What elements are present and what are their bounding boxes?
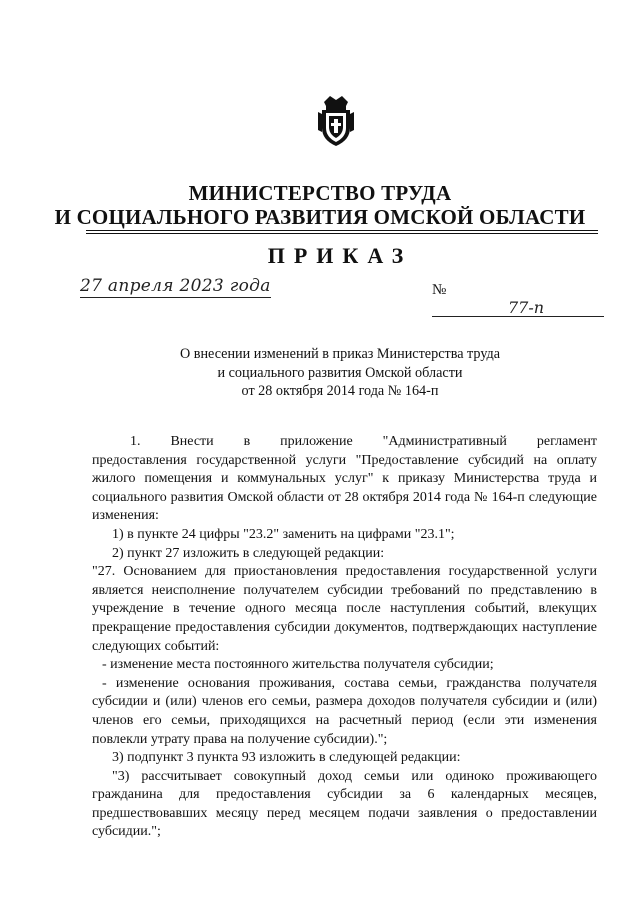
paragraph-bullet-1: - изменение места постоянного жительства получателя субсидии; (102, 657, 494, 673)
number-underline (432, 316, 604, 317)
coat-of-arms-emblem (316, 92, 356, 148)
document-type-title: ПРИКАЗ (267, 243, 413, 268)
paragraph-subitem-3: "3) рассчитывает совокупный доход семьи или одиноко проживающего гражданина для предоставления субсидии за 6 календарных месяцев, предшествовавших месяцу перед месяцем подачи заявления о предоставлении субсидии."; (92, 768, 597, 840)
paragraph-item-1: 1) в пункте 24 цифры "23.2" заменить на цифрами "23.1"; (112, 526, 455, 542)
handwritten-date: 27 апреля 2023 года (80, 276, 271, 296)
paragraph-1-first-line: 1. Внести в приложение "Административный регламент (130, 434, 597, 449)
order-subject (0, 345, 640, 401)
subject-line1: О внесении изменений в приказ Министерства труда (179, 346, 501, 362)
subject-line2: и социального развития Омской области (217, 364, 463, 381)
paragraph-item-27: "27. Основанием для приостановления предоставления государственной услуги является неисполнение получателем субсидии требований по представлению в учреждение в течение одного месяца после наступления событий, влекущих прекращение предоставления субсидии документов, подтверждающих наступление следующих событий: (92, 564, 597, 654)
paragraph-bullet-2: - изменение основания проживания, состава семьи, гражданства получателя субсидии и (или) членов его семьи, размера доходов получателя субсидии и (или) членов его семьи, приходящихся на расчетный период (если эти изменения повлекли утрату права на получение субсидии)."; (92, 675, 597, 747)
ministry-name-line1: МИНИСТЕРСТВО ТРУДА (188, 181, 452, 205)
paragraph-item-2: 2) пункт 27 изложить в следующей редакции: (112, 545, 385, 561)
header-rule-thin (86, 233, 598, 234)
handwritten-number: 77-п (508, 298, 545, 317)
paragraph-item-3: 3) подпункт 3 пункта 93 изложить в следующей редакции: (112, 750, 461, 766)
number-label: № (432, 282, 447, 298)
order-body (92, 433, 597, 842)
header-rule (86, 230, 598, 231)
paragraph-1: предоставления государственной услуги "Предоставление субсидий на оплату жилого помещения и коммунальных услуг" к приказу Министерства труда и социального развития Омской области от 28 октября 2014 года № 164-п следующие изменения: (92, 452, 597, 524)
ministry-name-line2: И СОЦИАЛЬНОГО РАЗВИТИЯ ОМСКОЙ ОБЛАСТИ (54, 205, 586, 229)
subject-line3: от 28 октября 2014 года № 164-п (241, 383, 439, 399)
